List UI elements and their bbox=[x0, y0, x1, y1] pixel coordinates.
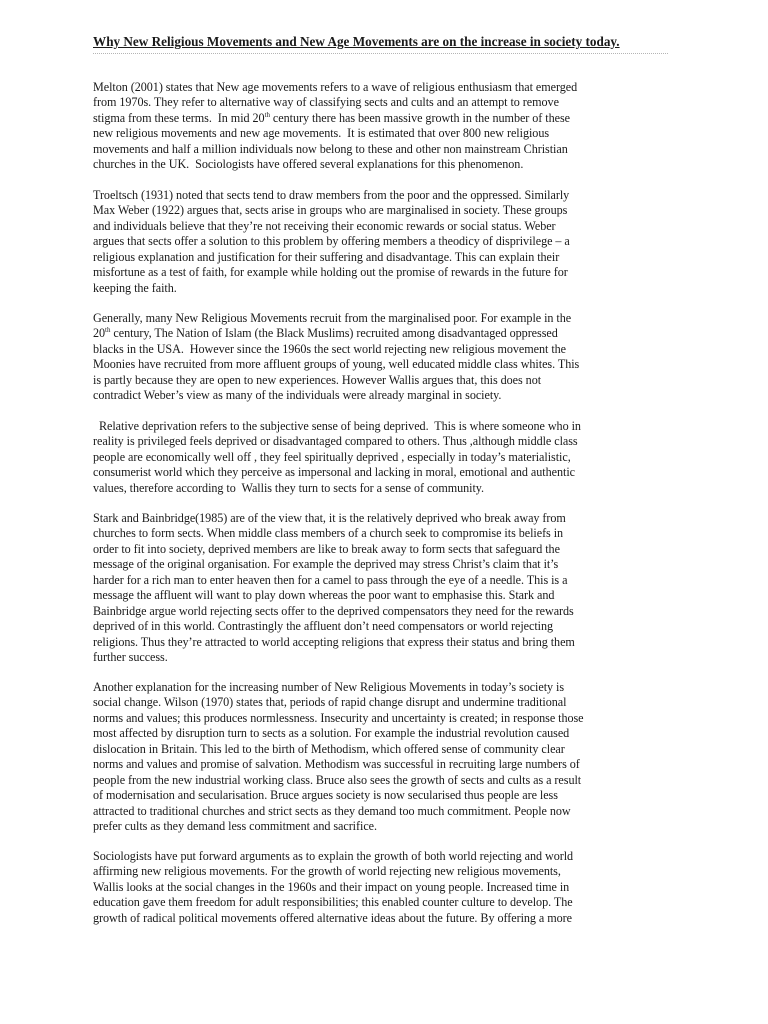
text-line: norms and values; this produces normlessness. Insecurity and uncertainty is created; in response those bbox=[93, 710, 584, 725]
text-line: Another explanation for the increasing number of New Religious Movements in today’s society is bbox=[93, 680, 565, 694]
text-line: is partly because they are open to new experiences. However Wallis argues that, this does not bbox=[93, 372, 542, 387]
document-title: Why New Religious Movements and New Age Movements are on the increase in society today. bbox=[93, 34, 620, 49]
text-line: churches in the UK. Sociologists have offered several explanations for this phenomenon. bbox=[93, 157, 524, 172]
text-line: movements and half a million individuals now belong to these and other non mainstream Christian bbox=[93, 141, 568, 156]
paragraph bbox=[93, 188, 570, 296]
superscript: th bbox=[264, 110, 270, 119]
text-line: contradict Weber’s view as many of the individuals were already marginal in society. bbox=[93, 388, 502, 403]
text-line: order to fit into society, deprived members are like to break away to form sects that safeguard the bbox=[93, 541, 560, 556]
text-line: new religious movements and new age movements. It is estimated that over 800 new religious bbox=[93, 126, 550, 141]
text-line: blacks in the USA. However since the 1960s the sect world rejecting new religious movement the bbox=[93, 341, 566, 356]
text-line: Melton (2001) states that New age movements refers to a wave of religious enthusiasm that emerged bbox=[93, 80, 578, 94]
text-line: consumerist world which they perceive as impersonal and lacking in moral, emotional and authentic bbox=[93, 465, 575, 480]
text-line: Troeltsch (1931) noted that sects tend to draw members from the poor and the oppressed. Similarly bbox=[93, 188, 570, 202]
text-line: churches to form sects. When middle class members of a church seek to compromise its beliefs in bbox=[93, 526, 564, 541]
text-line: misfortune as a test of faith, for example while holding out the promise of rewards in the future for bbox=[93, 265, 568, 280]
text-line: dislocation in Britain. This led to the birth of Methodism, which offered sense of community clear bbox=[93, 741, 565, 756]
paragraph bbox=[93, 849, 573, 926]
paragraph bbox=[93, 80, 577, 173]
text-line: values, therefore according to Wallis they turn to sects for a sense of community. bbox=[93, 480, 485, 495]
text-line: deprived of in this world. Contrastingly the affluent don’t need compensators or world rejecting bbox=[93, 619, 554, 634]
text-line: Moonies have recruited from more affluent groups of young, well educated middle class whites. This bbox=[93, 357, 580, 372]
text-line: Relative deprivation refers to the subjective sense of being deprived. This is where someone who in bbox=[93, 419, 581, 433]
text-line: harder for a rich man to enter heaven then for a camel to pass through the eye of a needle. This is a bbox=[93, 572, 568, 587]
text-line: keeping the faith. bbox=[93, 280, 177, 295]
text-line: further success. bbox=[93, 649, 168, 664]
text-line: people from the new industrial working class. Bruce also sees the growth of sects and cults as a result bbox=[93, 772, 582, 787]
text-line: Sociologists have put forward arguments as to explain the growth of both world rejecting and world bbox=[93, 849, 574, 863]
paragraph bbox=[93, 680, 584, 834]
text-line: people are economically well off , they feel spiritually deprived , especially in today’s materialistic, bbox=[93, 449, 571, 464]
text-line: of modernisation and secularisation. Bruce argues society is now secularised thus people are less bbox=[93, 788, 558, 803]
text-line: message the affluent will want to play down whereas the poor want to emphasise this. Stark and bbox=[93, 588, 555, 603]
text-line: religions. Thus they’re attracted to world accepting religions that express their status and bring them bbox=[93, 634, 575, 649]
text-line: growth of radical political movements offered alternative ideas about the future. By offering a more bbox=[93, 910, 572, 925]
text-line: attracted to traditional churches and strict sects as they demand too much commitment. People now bbox=[93, 803, 571, 818]
text-line: prefer cults as they demand less commitment and sacrifice. bbox=[93, 818, 377, 833]
document-page bbox=[93, 34, 663, 54]
text-line: and individuals believe that they’re not receiving their economic rewards or social status. Weber bbox=[93, 218, 556, 233]
text-line: Max Weber (1922) argues that, sects arise in groups who are marginalised in society. These groups bbox=[93, 203, 568, 218]
text-line: 20th century, The Nation of Islam (the Black Muslims) recruited among disadvantaged oppressed bbox=[93, 326, 558, 341]
text-line: Bainbridge argue world rejecting sects offer to the deprived compensators they need for the rewards bbox=[93, 603, 574, 618]
text-line: reality is privileged feels deprived or disadvantaged compared to others. Thus ,although middle class bbox=[93, 434, 578, 449]
text-line: Stark and Bainbridge(1985) are of the view that, it is the relatively deprived who break away from bbox=[93, 511, 566, 525]
paragraph bbox=[93, 419, 581, 496]
text-line: social change. Wilson (1970) states that, periods of rapid change disrupt and undermine traditional bbox=[93, 695, 567, 710]
text-line: from 1970s. They refer to alternative way of classifying sects and cults and an attempt to remove bbox=[93, 95, 559, 110]
text-line: Generally, many New Religious Movements recruit from the marginalised poor. For example in the bbox=[93, 311, 572, 325]
paragraph bbox=[93, 511, 575, 665]
text-line: message of the original organisation. For example the deprived may stress Christ’s claim that it’s bbox=[93, 557, 559, 572]
text-line: most affected by disruption turn to sects as a solution. For example the industrial revolution caused bbox=[93, 726, 570, 741]
text-line: religious explanation and justification for their suffering and disadvantage. This can explain their bbox=[93, 249, 560, 264]
superscript: th bbox=[105, 326, 111, 335]
text-line: norms and values and promise of salvation. Methodism was successful in recruiting large numbers of bbox=[93, 757, 580, 772]
text-line: stigma from these terms. In mid 20th century there has been massive growth in the number of these bbox=[93, 110, 570, 125]
title-divider bbox=[93, 53, 668, 54]
text-line: argues that sects offer a solution to this problem by offering members a theodicy of disprivilege – a bbox=[93, 234, 570, 249]
text-line: Wallis looks at the social changes in the 1960s and their impact on young people. Increased time in bbox=[93, 879, 570, 894]
paragraph bbox=[93, 311, 579, 404]
text-line: education gave them freedom for adult responsibilities; this enabled counter culture to develop. The bbox=[93, 895, 573, 910]
text-line: affirming new religious movements. For the growth of world rejecting new religious movements, bbox=[93, 864, 561, 879]
